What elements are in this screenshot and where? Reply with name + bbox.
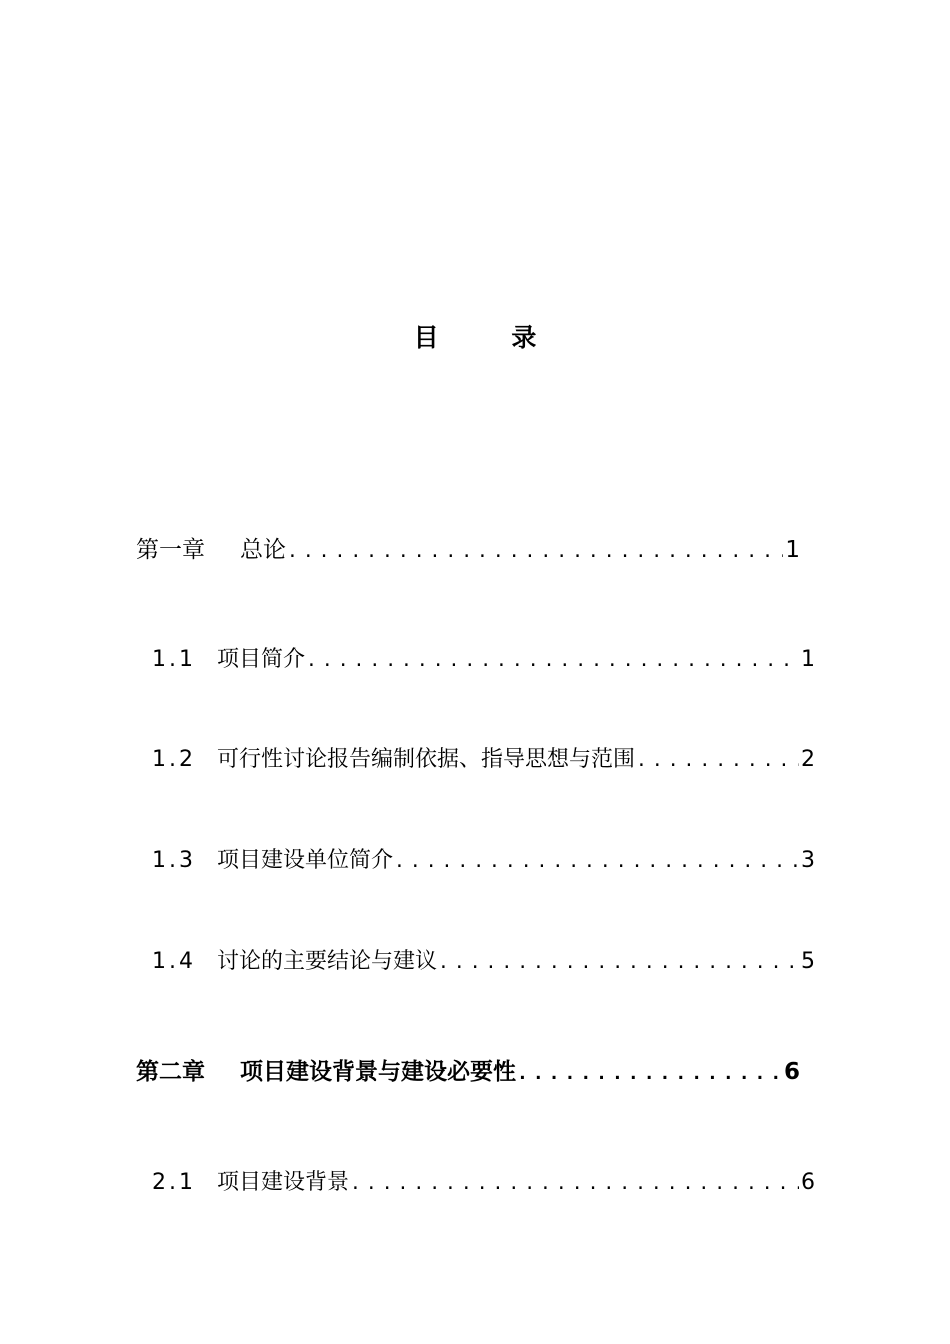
toc-entry-page: 1 xyxy=(801,647,815,672)
dot-leader xyxy=(636,746,799,776)
dot-leader xyxy=(287,537,783,567)
dot-leader xyxy=(394,847,799,877)
dot-leader xyxy=(306,646,799,676)
toc-entry-section-2-1[interactable] xyxy=(152,1168,815,1199)
toc-entry-text: 项目建设背景与建设必要性 xyxy=(240,1059,516,1085)
toc-entry-text: 项目简介 xyxy=(217,647,306,672)
toc-entry-section-1-1[interactable] xyxy=(152,645,815,676)
toc-entry-text: 可行性讨论报告编制依据、指导思想与范围 xyxy=(217,747,636,772)
toc-entry-text: 项目建设背景 xyxy=(217,1170,350,1195)
toc-entry-text: 总论 xyxy=(240,537,286,563)
toc-entry-page: 3 xyxy=(801,848,815,873)
toc-entry-page: 1 xyxy=(785,537,800,563)
toc-entry-section-1-3[interactable] xyxy=(152,846,815,877)
toc-title: 目 录 xyxy=(413,323,569,352)
toc-entry-chapter-2[interactable] xyxy=(136,1057,800,1089)
toc-entry-number: 1.2 xyxy=(152,747,196,772)
toc-entry-chapter-1[interactable] xyxy=(136,535,800,567)
toc-entry-number: 1.1 xyxy=(152,647,196,672)
dot-leader xyxy=(517,1059,782,1089)
toc-entry-text: 讨论的主要结论与建议 xyxy=(217,949,438,974)
toc-entry-number: 第一章 xyxy=(136,537,205,563)
toc-entry-number: 第二章 xyxy=(136,1059,205,1085)
toc-entry-page: 2 xyxy=(801,747,815,772)
dot-leader xyxy=(438,948,799,978)
toc-entry-number: 1.3 xyxy=(152,848,196,873)
toc-entry-page: 6 xyxy=(801,1170,815,1195)
toc-entry-section-1-4[interactable] xyxy=(152,947,815,978)
dot-leader xyxy=(350,1169,799,1199)
toc-entry-page: 5 xyxy=(801,949,815,974)
toc-entry-section-1-2[interactable] xyxy=(152,745,815,776)
toc-entry-number: 2.1 xyxy=(152,1170,196,1195)
toc-entry-number: 1.4 xyxy=(152,949,196,974)
toc-entry-text: 项目建设单位简介 xyxy=(217,848,394,873)
toc-entry-page: 6 xyxy=(783,1059,800,1085)
